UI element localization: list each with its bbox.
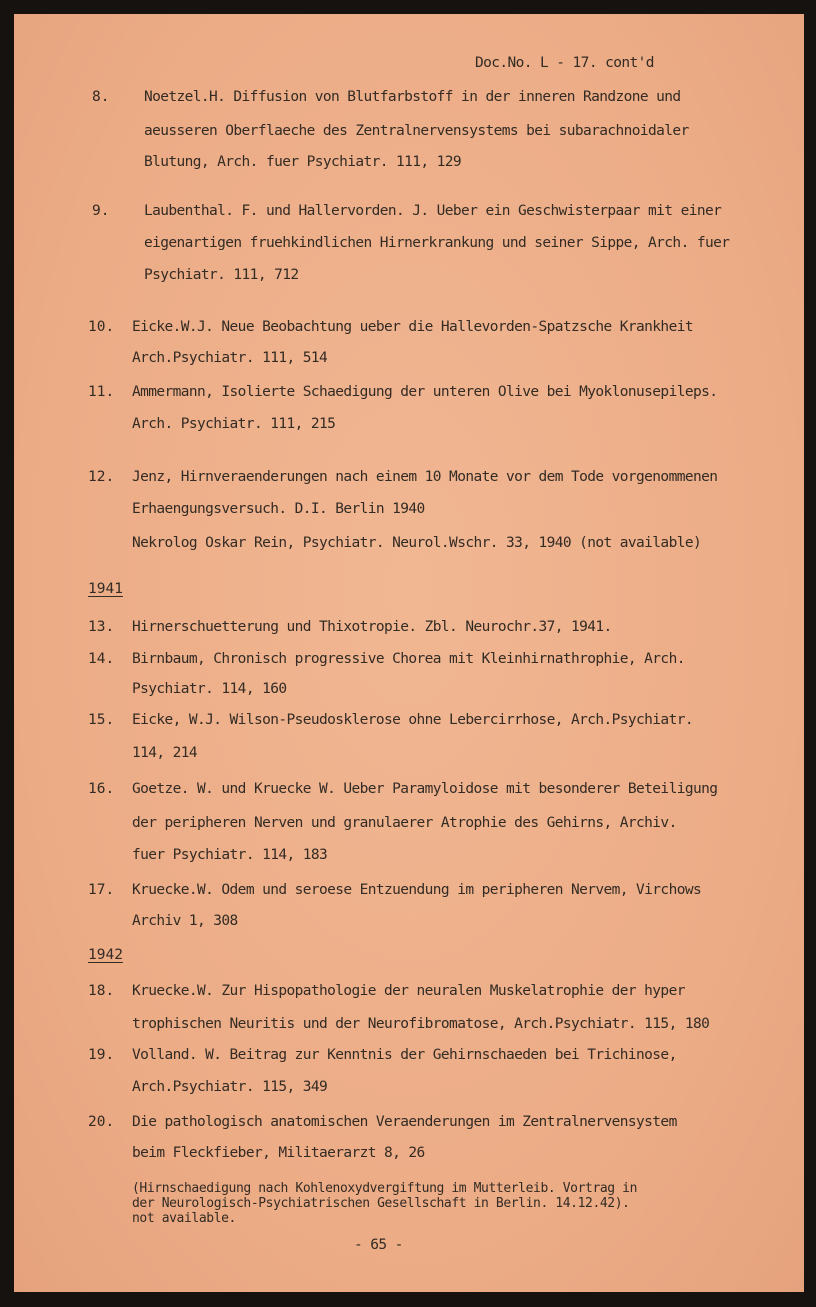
entry-line: Ammermann, Isolierte Schaedigung der unteren Olive bei Myoklonusepileps. bbox=[132, 384, 718, 400]
entry-line: Hirnerschuetterung und Thixotropie. Zbl. Neurochr.37, 1941. bbox=[132, 619, 612, 635]
entry-line: 114, 214 bbox=[132, 745, 198, 761]
entry-line: beim Fleckfieber, Militaerarzt 8, 26 bbox=[132, 1145, 425, 1161]
note-line: not available. bbox=[132, 1211, 236, 1226]
entry-line: Arch. Psychiatr. 111, 215 bbox=[132, 416, 336, 432]
entry-line: Eicke, W.J. Wilson-Pseudosklerose ohne Lebercirrhose, Arch.Psychiatr. bbox=[132, 712, 693, 728]
entry-number: 8. bbox=[92, 89, 110, 105]
entry-line: Arch.Psychiatr. 115, 349 bbox=[132, 1079, 328, 1095]
page-number: - 65 - bbox=[354, 1237, 403, 1253]
entry-line: Eicke.W.J. Neue Beobachtung ueber die Hallevorden-Spatzsche Krankheit bbox=[132, 319, 693, 335]
entry-line: Archiv 1, 308 bbox=[132, 913, 238, 929]
entry-line: Kruecke.W. Zur Hispopathologie der neuralen Muskelatrophie der hyper bbox=[132, 983, 685, 999]
entry-number: 15. bbox=[88, 712, 115, 728]
entry-line: Jenz, Hirnveraenderungen nach einem 10 Monate vor dem Tode vorgenommenen bbox=[132, 469, 718, 485]
entry-line: der peripheren Nerven und granulaerer Atrophie des Gehirns, Archiv. bbox=[132, 815, 677, 831]
entry-line: Volland. W. Beitrag zur Kenntnis der Gehirnschaeden bei Trichinose, bbox=[132, 1047, 677, 1063]
entry-line: trophischen Neuritis und der Neurofibromatose, Arch.Psychiatr. 115, 180 bbox=[132, 1016, 710, 1032]
entry-line: Arch.Psychiatr. 111, 514 bbox=[132, 350, 328, 366]
entry-number: 12. bbox=[88, 469, 115, 485]
entry-number: 20. bbox=[88, 1114, 115, 1130]
entry-number: 14. bbox=[88, 651, 115, 667]
entry-number: 16. bbox=[88, 781, 115, 797]
entry-number: 19. bbox=[88, 1047, 115, 1063]
entry-line: Erhaengungsversuch. D.I. Berlin 1940 bbox=[132, 501, 425, 517]
doc-reference: Doc.No. L - 17. cont'd bbox=[475, 55, 654, 71]
entry-line: Psychiatr. 114, 160 bbox=[132, 681, 287, 697]
entry-number: 9. bbox=[92, 203, 110, 219]
entry-number: 17. bbox=[88, 882, 115, 898]
section-year-1941: 1941 bbox=[88, 581, 123, 597]
entry-line: Goetze. W. und Kruecke W. Ueber Paramyloidose mit besonderer Beteiligung bbox=[132, 781, 718, 797]
entry-line: Laubenthal. F. und Hallervorden. J. Ueber ein Geschwisterpaar mit einer bbox=[144, 203, 722, 219]
entry-line: Birnbaum, Chronisch progressive Chorea mit Kleinhirnathrophie, Arch. bbox=[132, 651, 685, 667]
section-year-1942: 1942 bbox=[88, 947, 123, 963]
note-line: der Neurologisch-Psychiatrischen Gesellschaft in Berlin. 14.12.42). bbox=[132, 1196, 630, 1211]
entry-number: 18. bbox=[88, 983, 115, 999]
note-line: (Hirnschaedigung nach Kohlenoxydvergiftung im Mutterleib. Vortrag in bbox=[132, 1181, 638, 1196]
entry-line: aeusseren Oberflaeche des Zentralnervensystems bei subarachnoidaler bbox=[144, 123, 689, 139]
entry-line: Nekrolog Oskar Rein, Psychiatr. Neurol.Wschr. 33, 1940 (not available) bbox=[132, 535, 702, 551]
entry-line: Psychiatr. 111, 712 bbox=[144, 267, 299, 283]
document-page bbox=[14, 14, 804, 1292]
entry-number: 13. bbox=[88, 619, 115, 635]
entry-line: Noetzel.H. Diffusion von Blutfarbstoff in der inneren Randzone und bbox=[144, 89, 681, 105]
entry-number: 10. bbox=[88, 319, 115, 335]
entry-number: 11. bbox=[88, 384, 115, 400]
entry-line: Kruecke.W. Odem und seroese Entzuendung im peripheren Nervem, Virchows bbox=[132, 882, 702, 898]
entry-line: fuer Psychiatr. 114, 183 bbox=[132, 847, 328, 863]
entry-line: eigenartigen fruehkindlichen Hirnerkrankung und seiner Sippe, Arch. fuer bbox=[144, 235, 730, 251]
entry-line: Blutung, Arch. fuer Psychiatr. 111, 129 bbox=[144, 154, 462, 170]
entry-line: Die pathologisch anatomischen Veraenderungen im Zentralnervensystem bbox=[132, 1114, 677, 1130]
